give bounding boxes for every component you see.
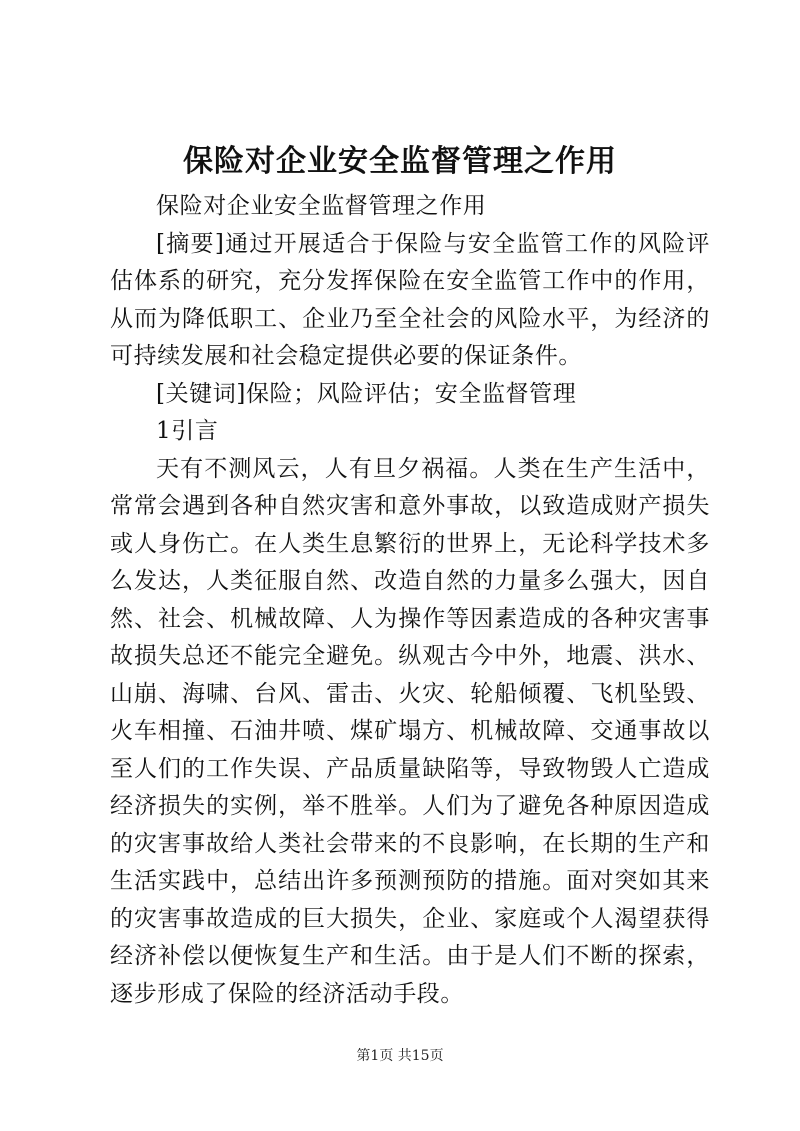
document-title: 保险对企业安全监督管理之作用 bbox=[183, 144, 617, 179]
keywords-paragraph: [关键词]保险；风险评估；安全监督管理 bbox=[156, 380, 577, 407]
abstract-paragraph: [摘要]通过开展适合于保险与安全监管工作的风险评估体系的研究，充分发挥保险在安全监管工作中的作用，从而为降低职工、企业乃至全社会的风险水平，为经济的可持续发展和社会稳定提供必要的保证条件。 bbox=[110, 230, 710, 369]
subtitle-paragraph: 保险对企业安全监督管理之作用 bbox=[156, 193, 487, 219]
body-paragraph: 天有不测风云，人有旦夕祸福。人类在生产生活中，常常会遇到各种自然灾害和意外事故，以致造成财产损失或人身伤亡。在人类生息繁衍的世界上，无论科学技术多么发达，人类征服自然、改造自然的力量多么强大，因自然、社会、机械故障、人为操作等因素造成的各种灾害事故损失总还不能完全避免。纵观古今中外，地震、洪水、山崩、海啸、台风、雷击、火灾、轮船倾覆、飞机坠毁、火车相撞、石油井喷、煤矿塌方、机械故障、交通事故以至人们的工作失误、产品质量缺陷等，导致物毁人亡造成经济损失的实例，举不胜举。人们为了避免各种原因造成的灾害事故给人类社会带来的不良影响，在长期的生产和生活实践中，总结出许多预测预防的措施。面对突如其来的灾害事故造成的巨大损失，企业、家庭或个人渴望获得经济补偿以便恢复生产和生活。由于是人们不断的探索，逐步形成了保险的经济活动手段。 bbox=[110, 455, 710, 1007]
section-heading: 1引言 bbox=[156, 418, 219, 444]
document-body bbox=[110, 188, 710, 1013]
page-number-footer: 第1页 共15页 bbox=[356, 1048, 444, 1064]
